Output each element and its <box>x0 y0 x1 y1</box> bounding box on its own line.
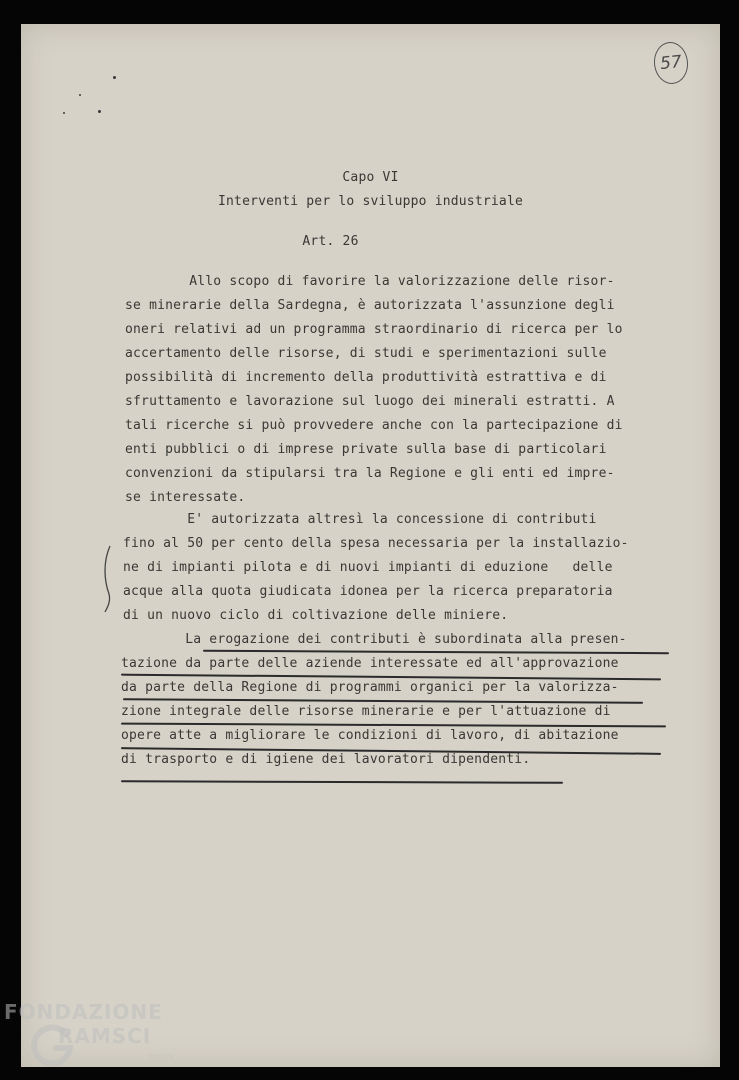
text-line: zione integrale delle risorse minerarie e per l'attuazione di <box>121 704 611 719</box>
article-heading: Art. 26 <box>302 234 359 249</box>
text-line: se minerarie della Sardegna, è autorizzata l'assunzione degli <box>125 298 615 313</box>
handwritten-underline <box>123 698 643 703</box>
paragraph-2 <box>123 512 629 623</box>
fondazione-gramsci-watermark <box>4 1000 194 1080</box>
watermark-suffix: onlus <box>149 1052 174 1062</box>
text-line: possibilità di incremento della produttività estrattiva e di <box>125 370 607 385</box>
handwritten-underline <box>121 780 563 783</box>
text-line: accertamento delle risorse, di studi e sperimentazioni sulle <box>125 346 607 361</box>
document-page <box>21 24 720 1067</box>
text-line: Allo scopo di favorire la valorizzazione delle risor- <box>125 274 615 289</box>
watermark-line-1: FONDAZIONE <box>4 1000 163 1024</box>
text-line: tazione da parte delle aziende interessate ed all'approvazione <box>121 656 619 671</box>
text-line: tali ricerche si può provvedere anche con la partecipazione di <box>125 418 623 433</box>
text-line: enti pubblici o di imprese private sulla base di particolari <box>125 442 607 457</box>
paper-speck <box>63 112 65 114</box>
text-line: ne di impianti pilota e di nuovi impianti di eduzione delle <box>123 560 613 575</box>
text-line: fino al 50 per cento della spesa necessaria per la installazio- <box>123 536 629 551</box>
text-line: sfruttamento e lavorazione sul luogo dei minerali estratti. A <box>125 394 615 409</box>
text-line: La erogazione dei contributi è subordinata alla presen- <box>121 632 627 647</box>
text-line: da parte della Regione di programmi organici per la valorizza- <box>121 680 619 695</box>
watermark-line-2: RAMSCI <box>58 1024 152 1048</box>
text-line: convenzioni da stipularsi tra la Regione e gli enti ed impre- <box>125 466 615 481</box>
text-line: opere atte a migliorare le condizioni di lavoro, di abitazione <box>121 728 619 743</box>
chapter-title: Interventi per lo sviluppo industriale <box>217 194 523 209</box>
paragraph-3 <box>121 632 627 767</box>
text-line: di trasporto e di igiene dei lavoratori dipendenti. <box>121 752 531 767</box>
margin-bracket-annotation <box>101 544 115 619</box>
paragraph-1 <box>125 274 623 505</box>
text-line: se interessate. <box>125 490 246 505</box>
text-line: acque alla quota giudicata idonea per la ricerca preparatoria <box>123 584 613 599</box>
text-line: di un nuovo ciclo di coltivazione delle miniere. <box>123 608 509 623</box>
paper-speck <box>113 76 116 79</box>
paper-speck <box>79 94 81 96</box>
handwritten-underline <box>203 650 669 654</box>
page-number-annotation: 57 <box>652 40 690 85</box>
handwritten-underline <box>121 723 666 727</box>
paper-speck <box>98 110 101 113</box>
text-line: E' autorizzata altresì la concessione di contributi <box>123 512 597 527</box>
text-line: oneri relativi ad un programma straordinario di ricerca per lo <box>125 322 623 337</box>
chapter-heading: Capo VI <box>342 170 399 185</box>
handwritten-underline <box>121 674 661 680</box>
